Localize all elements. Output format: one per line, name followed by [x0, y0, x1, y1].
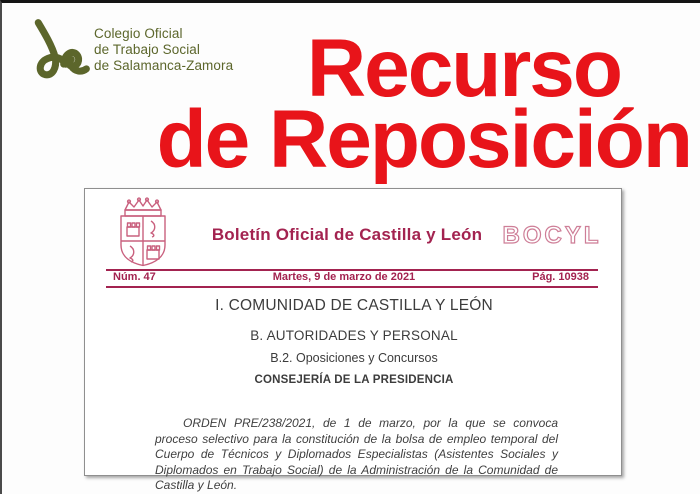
meta-row [106, 271, 598, 283]
subsection-heading: B. AUTORIDADES Y PERSONAL [250, 328, 458, 343]
bocyl-logo-text: BOCYL [502, 222, 602, 249]
page-number: Pág. 10938 [532, 271, 589, 283]
issue-date: Martes, 9 de marzo de 2021 [272, 271, 416, 283]
section-heading: I. COMUNIDAD DE CASTILLA Y LEÓN [215, 297, 493, 314]
colegio-logo-text [94, 26, 233, 74]
subsubsection-heading: B.2. Oposiciones y Concursos [270, 351, 438, 365]
headline-line-2: de Reposición [156, 94, 691, 185]
logo-line-2: de Trabajo Social [94, 42, 201, 57]
logo-line-1: Colegio Oficial [94, 26, 183, 41]
issue-number: Núm. 47 [113, 271, 156, 283]
bocyl-bulletin-page [84, 188, 622, 493]
order-paragraph: ORDEN PRE/238/2021, de 1 de marzo, por la que se convoca proceso selectivo para la constitución de la bolsa de empleo temporal del Cuerpo de Técnicos y Diplomados Especialistas (Asistentes Sociales y Diplomados en Trabajo Social) de la Administración de la Comunidad de Castilla y León. [155, 416, 558, 493]
headline-line-1: Recurso [306, 23, 621, 114]
bulletin-title: Boletín Oficial de Castilla y León [211, 225, 483, 244]
department-heading: CONSEJERÍA DE LA PRESIDENCIA [254, 374, 454, 386]
colegio-logo-icon [26, 17, 92, 83]
bocyl-logo [500, 219, 604, 251]
masthead-rule-bottom [106, 286, 598, 288]
logo-line-3: de Salamanca-Zamora [94, 58, 234, 73]
